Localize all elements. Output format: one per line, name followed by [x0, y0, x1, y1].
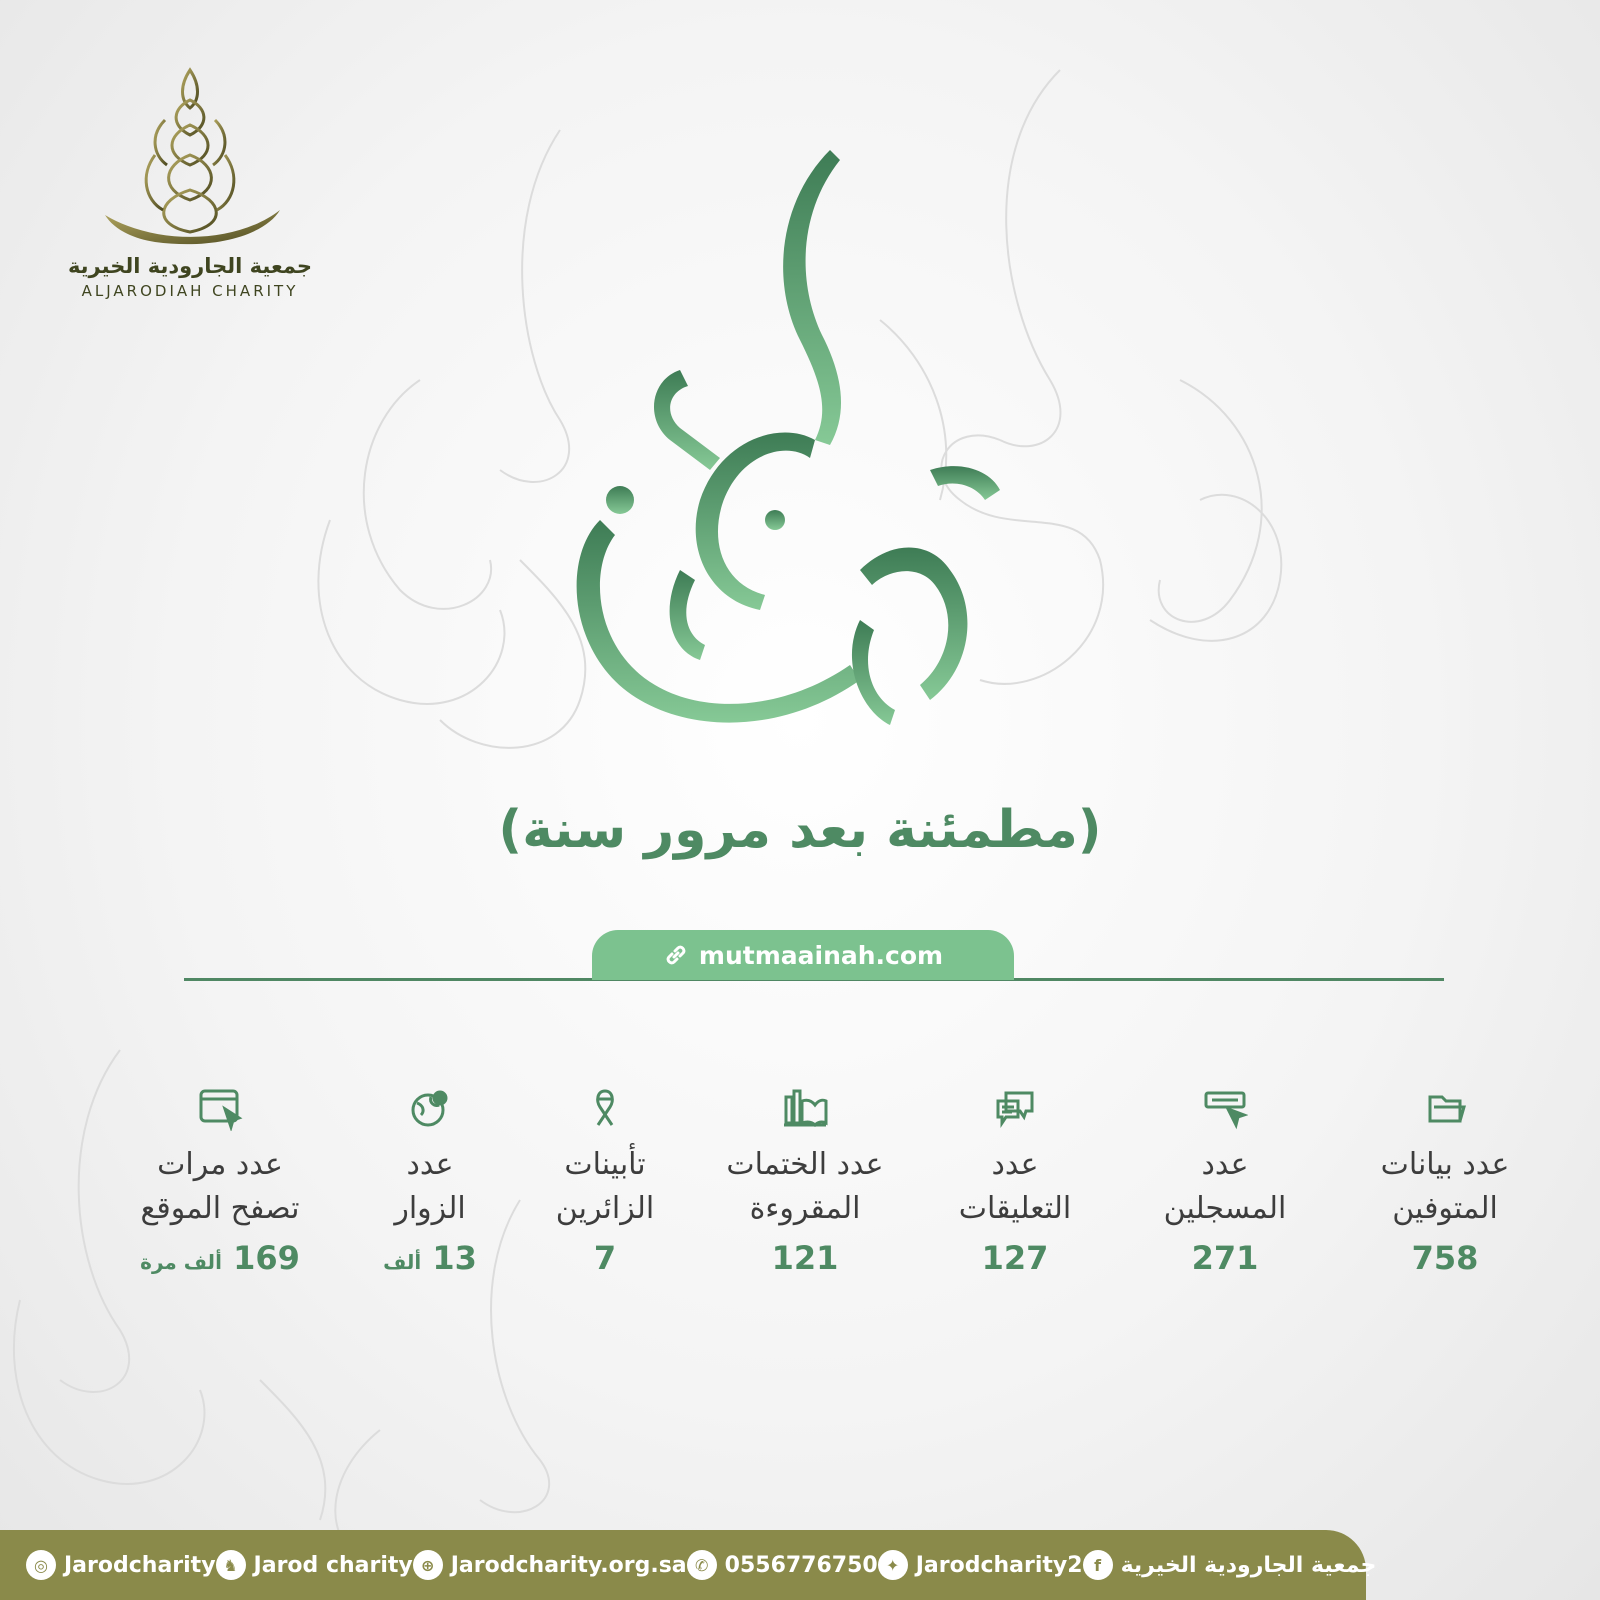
stats-row [100, 1085, 1540, 1305]
stat-value: 13 ألف [383, 1239, 477, 1277]
stat-comments [910, 1085, 1120, 1277]
link-icon [663, 942, 689, 968]
footer-website[interactable]: ⊕ Jarodcharity.org.sa [413, 1550, 687, 1580]
globe-icon [407, 1085, 453, 1131]
stat-value: 758 [1411, 1239, 1479, 1277]
stat-deceased-records [1340, 1085, 1550, 1277]
website-url: mutmaainah.com [698, 940, 944, 970]
stat-value: 271 [1191, 1239, 1259, 1277]
stat-value: 121 [771, 1239, 839, 1277]
stat-value: 7 [593, 1239, 617, 1277]
logo-name-english: ALJARODIAH CHARITY [81, 282, 299, 300]
stat-registered [1120, 1085, 1330, 1277]
website-link[interactable] [592, 930, 1014, 980]
stat-visitors [325, 1085, 535, 1277]
facebook-icon: f [1083, 1550, 1113, 1580]
page-title: (مطمئنة بعد مرور سنة) [498, 800, 1102, 860]
ribbon-icon [582, 1085, 628, 1131]
calligraphy-logo [560, 140, 1040, 770]
folder-icon [1422, 1085, 1468, 1131]
stat-label: عدد التعليقات [958, 1147, 1072, 1226]
charity-logo [50, 60, 330, 300]
snapchat-icon: ♞ [216, 1550, 246, 1580]
whatsapp-icon: ✆ [687, 1550, 717, 1580]
stat-value: 169 ألف مرة [140, 1239, 300, 1277]
footer-bar [0, 1530, 1377, 1600]
stat-page-views [115, 1085, 325, 1277]
chat-bubbles-icon [992, 1085, 1038, 1131]
browser-cursor-icon [197, 1085, 243, 1131]
stat-khatmas [700, 1085, 910, 1277]
twitter-icon: ✦ [878, 1550, 908, 1580]
stat-label: عدد الزوار [394, 1147, 466, 1226]
keyboard-cursor-icon [1202, 1085, 1248, 1131]
stat-label: عدد مرات تصفح الموقع [140, 1147, 300, 1226]
footer-facebook[interactable]: f جمعية الجارودية الخيرية [1083, 1550, 1377, 1580]
stat-label: عدد المسجلين [1163, 1147, 1287, 1226]
books-icon [782, 1085, 828, 1131]
stat-label: عدد الختمات المقروءة [726, 1147, 884, 1226]
wheat-logo-icon [95, 60, 285, 250]
website-icon: ⊕ [413, 1550, 443, 1580]
stat-label: تأبينات الزائرين [555, 1147, 655, 1226]
footer-instagram[interactable]: ◎ Jarodcharity [26, 1550, 216, 1580]
footer-whatsapp[interactable]: ✆ 0556776750 [687, 1550, 878, 1580]
logo-name-arabic: جمعية الجارودية الخيرية [67, 254, 313, 278]
stat-value: 127 [981, 1239, 1049, 1277]
footer-snapchat[interactable]: ♞ Jarod charity [216, 1550, 413, 1580]
stat-label: عدد بيانات المتوفين [1380, 1147, 1510, 1226]
footer-twitter[interactable]: ✦ Jarodcharity2 [878, 1550, 1083, 1580]
instagram-icon: ◎ [26, 1550, 56, 1580]
